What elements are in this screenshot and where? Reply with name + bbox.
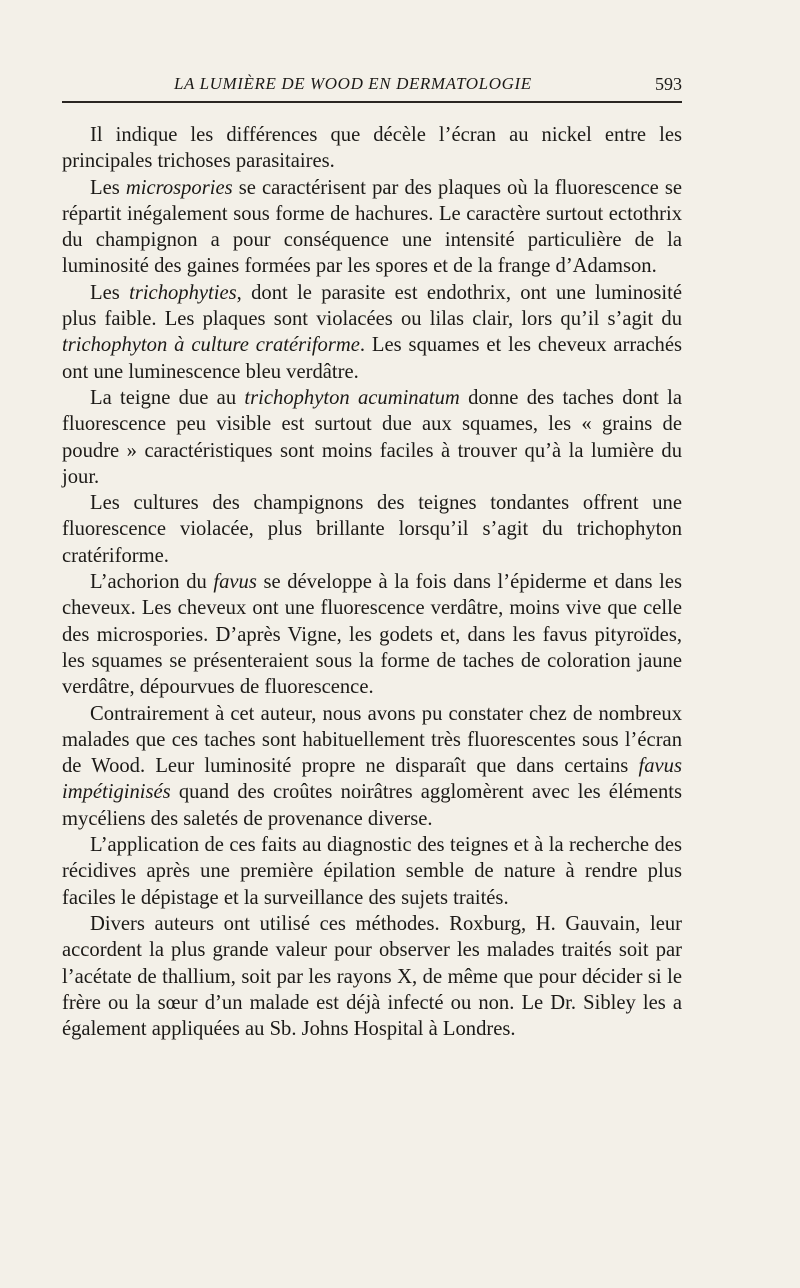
text-run: L’application de ces faits au diagnostic des teignes et à la recherche des récidives après une première épilation semble de nature à rendre plus faciles le dépistage et la surveillance des sujets traités. (62, 834, 682, 909)
paragraph (62, 490, 682, 569)
text-run: Les cultures des champignons des teignes tondantes offrent une fluorescence violacée, plus brillante lorsqu’il s’agit du trichophyton cratériforme. (62, 492, 682, 567)
paragraph (62, 280, 682, 385)
paragraph (62, 385, 682, 490)
page-number: 593 (655, 74, 682, 94)
paragraph (62, 911, 682, 1042)
paragraph (62, 569, 682, 700)
text-run: Contrairement à cet auteur, nous avons pu constater chez de nombreux malades que ces taches sont habituellement très fluorescentes sous l’écran de Wood. Leur luminosité propre ne disparaît que dans certains (62, 702, 682, 778)
running-title: LA LUMIÈRE DE WOOD EN DERMATOLOGIE (174, 74, 532, 93)
italic-term: trichophyton à culture cratériforme (62, 334, 360, 357)
italic-term: favus impétiginisés (62, 755, 682, 804)
text-run: . Les squames et les cheveux arrachés ont une luminescence bleu verdâtre. (62, 334, 682, 383)
text-run: Divers auteurs ont utilisé ces méthodes. Roxburg, H. Gauvain, leur accordent la plus grande valeur pour observer les malades traités soit par l’acétate de thallium, soit par les rayons X, de même que pour décider si le frère ou la sœur d’un malade est déjà infecté ou non. Le Dr. Sibley les a également appliquées au Sb. Johns Hospital à Londres. (62, 912, 682, 1041)
text-run: Il indique les différences que décèle l’écran au nickel entre les principales trichoses parasitaires. (62, 124, 682, 173)
page-header (62, 74, 682, 104)
text-run: Les (90, 176, 126, 199)
paragraph (62, 175, 682, 280)
header-rule (62, 101, 682, 103)
paragraph (62, 122, 682, 175)
text-run: L’achorion du (90, 571, 214, 594)
italic-term: favus (213, 571, 257, 594)
body-text (62, 122, 682, 1042)
italic-term: microspories (125, 176, 233, 199)
italic-term: trichophyties (129, 281, 237, 304)
text-run: quand des croûtes noirâtres agglomèrent avec les éléments mycéliens des saletés de provenance diverse. (62, 781, 682, 830)
italic-term: trichophyton acuminatum (244, 386, 460, 409)
text-run: Les (90, 281, 130, 304)
text-run: se caractérisent par des plaques où la fluorescence se répartit inégalement sous forme de hachures. Le caractère surtout ectothrix du champignon a pour conséquence une intensité particulière de la luminosité des gaines formées par les spores et de la frange d’Adamson. (62, 176, 682, 278)
paragraph (62, 701, 682, 832)
text-run: La teigne due au (90, 386, 245, 409)
paragraph (62, 832, 682, 911)
text-run: , dont le parasite est endothrix, ont une luminosité plus faible. Les plaques sont violacées ou lilas clair, lors qu’il s’agit du (62, 281, 683, 331)
text-run: se développe à la fois dans l’épiderme et dans les cheveux. Les cheveux ont une fluorescence verdâtre, moins vive que celle des microspories. D’après Vigne, les godets et, dans les favus pityroïdes, les squames se présenteraient sous la forme de taches de coloration jaune verdâtre, dépourvues de fluorescence. (62, 571, 682, 699)
text-run: donne des taches dont la fluorescence peu visible est surtout due aux squames, les « grains de poudre » caractéristiques sont moins faciles à trouver qu’à la lumière du jour. (62, 386, 682, 488)
